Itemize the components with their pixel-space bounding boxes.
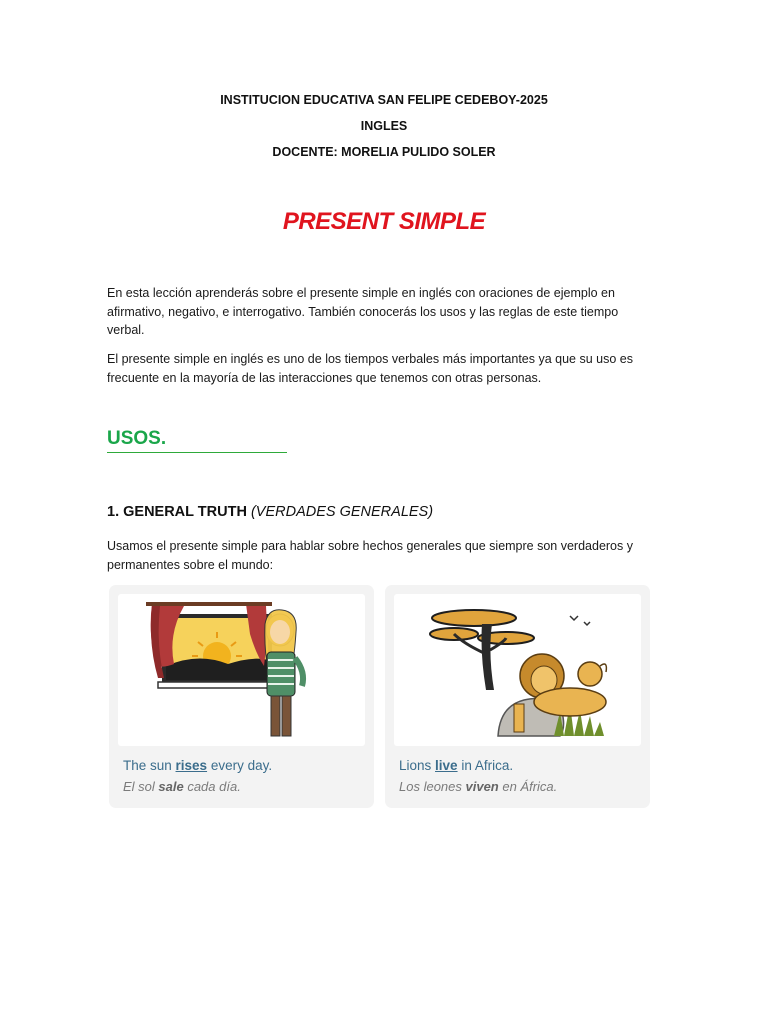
- example-english-sentence: [399, 758, 513, 773]
- example-card-sun: [109, 585, 374, 808]
- english-verb: live: [435, 758, 458, 773]
- spanish-text-after: cada día.: [183, 779, 241, 794]
- english-verb: rises: [175, 758, 208, 773]
- example-english-sentence: [123, 758, 272, 773]
- section-description: Usamos el presente simple para hablar sobre hechos generales que siempre son verdaderos y permanentes sobre el mundo:: [107, 539, 633, 572]
- spanish-text-before: El sol: [123, 779, 159, 794]
- section-heading: [107, 504, 433, 520]
- english-text-before: The sun: [123, 758, 176, 773]
- spanish-verb: sale: [158, 779, 184, 794]
- institution-header: INSTITUCION EDUCATIVA SAN FELIPE CEDEBOY-2025: [220, 93, 548, 107]
- spanish-text-after: en África.: [498, 779, 558, 794]
- intro-paragraph-1: En esta lección aprenderás sobre el presente simple en inglés con oraciones de ejemplo en afirmativo, negativo, e interrogativo. También conocerás los usos y las reglas de este tiempo verbal.: [107, 286, 619, 337]
- sun-window-illustration: [118, 594, 365, 746]
- english-text-after: in Africa.: [457, 758, 514, 773]
- teacher-header: DOCENTE: MORELIA PULIDO SOLER: [272, 145, 496, 159]
- spanish-text-before: Los leones: [399, 779, 466, 794]
- english-text-after: every day.: [207, 758, 273, 773]
- example-spanish-sentence: [399, 779, 557, 794]
- example-card-lions: [385, 585, 650, 808]
- intro-paragraph-2: El presente simple en inglés es uno de los tiempos verbales más importantes ya que su uso es frecuente en la mayoría de las interacciones que tenemos con otras personas.: [107, 352, 633, 385]
- spanish-verb: viven: [465, 779, 499, 794]
- section-subtitle: (VERDADES GENERALES): [250, 504, 434, 520]
- example-spanish-sentence: [123, 779, 241, 794]
- section-number-title: 1. GENERAL TRUTH: [107, 504, 247, 520]
- lion-illustration: [394, 594, 641, 746]
- subject-header: INGLES: [360, 119, 408, 133]
- page-title: PRESENT SIMPLE: [282, 208, 486, 235]
- english-text-before: Lions: [399, 758, 436, 773]
- usos-heading: USOS.: [107, 428, 287, 453]
